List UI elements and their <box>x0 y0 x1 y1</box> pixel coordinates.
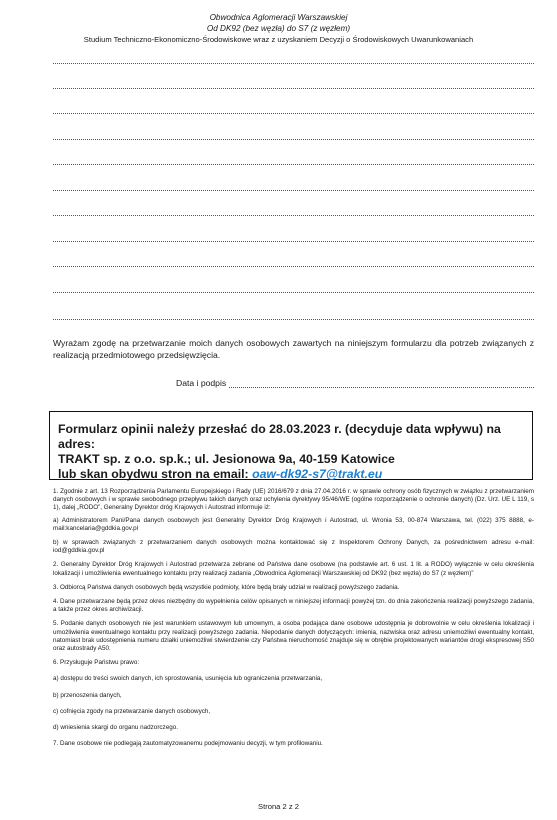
gdpr-note: b) w sprawach związanych z przetwarzaniem danych osobowych można kontaktować się z Inspektorem Ochrony Danych, za pośrednictwem adresu e-mail: iod@gddkia.gov.pl <box>53 539 534 555</box>
signature-row <box>176 378 534 388</box>
signature-field[interactable] <box>229 379 534 388</box>
submission-email-link[interactable]: oaw-dk92-s7@trakt.eu <box>252 467 383 481</box>
header-study-title: Studium Techniczno-Ekonomiczno-Środowiskowe wraz z uzyskaniem Decyzji o Środowiskowych Uwarunkowaniach <box>83 35 474 44</box>
signature-label: Data i podpis <box>176 378 227 388</box>
blank-answer-line[interactable] <box>53 63 534 64</box>
gdpr-note: 4. Dane przetwarzane będą przez okres niezbędny do wypełnienia celów opisanych w niniejszej informacji powyżej tzn. do dnia zakończenia realizacji powyższego zadania, a także przez okres archiwizacji. <box>53 598 534 614</box>
blank-answer-line[interactable] <box>53 319 534 320</box>
gdpr-note: a) Administratorem Pani/Pana danych osobowych jest Generalny Dyrektor Dróg Krajowych i Autostrad, ul. Wronia 53, 00-874 Warszawa, tel. (022) 375 8888, e-mail:kancelaria@gddkia.gov.pl <box>53 516 534 532</box>
header-subtitle: Od DK92 (bez węzła) do S7 (z węzłem) <box>206 24 351 33</box>
blank-answer-line[interactable] <box>53 292 534 293</box>
document-header <box>0 12 557 45</box>
submission-address: TRAKT sp. z o.o. sp.k.; ul. Jesionowa 9a, 40-159 Katowice <box>58 452 395 466</box>
blank-answer-line[interactable] <box>53 88 534 89</box>
header-title: Obwodnica Aglomeracji Warszawskiej <box>209 13 348 22</box>
submission-email-line <box>58 467 524 482</box>
page-number: Strona 2 z 2 <box>258 802 299 811</box>
gdpr-note: c) cofnięcia zgody na przetwarzanie danych osobowych, <box>53 707 211 715</box>
gdpr-note: 5. Podanie danych osobowych nie jest warunkiem ustawowym lub umownym, a osoba podająca dane osobowe udostępnia je dobrowolnie w celu określenia lokalizacji i umożliwienia ewentualnego kontaktu przy realizacji powyższego zadania. Niepodanie danych dotyczących: imienia, nazwiska oraz adresu uniemożliwi ewentualny kontakt, natomiast brak udostępnienia numeru działki uniemożliwi stwierdzenie czy Państwa nieruchomość znajduje się w obrębie projektowanych wariantów drogi ekspresowej S50 oraz autostrady A50. <box>53 620 534 653</box>
blank-answer-line[interactable] <box>53 139 534 140</box>
consent-statement: Wyrażam zgodę na przetwarzanie moich danych osobowych zawartych na niniejszym formularzu dla potrzeb związanych z realizacją przedmiotowego przedsięwzięcia. <box>53 338 534 360</box>
gdpr-notes <box>53 488 534 748</box>
blank-answer-line[interactable] <box>53 164 534 165</box>
gdpr-note: 2. Generalny Dyrektor Dróg Krajowych i Autostrad przetwarza zebrane od Państwa dane osobowe (na podstawie art. 6 ust. 1 lit. a RODO) wyłącznie w celu określenia lokalizacji i umożliwienia ewentualnego kontaktu przy realizacji zadania „Obwodnica Aglomeracji Warszawskiej od DK92 (bez węzła) do S7 (z węzłem)” <box>53 561 534 577</box>
gdpr-note: d) wniesienia skargi do organu nadzorczego. <box>53 724 178 732</box>
blank-answer-line[interactable] <box>53 190 534 191</box>
gdpr-note: a) dostępu do treści swoich danych, ich sprostowania, usunięcia lub ograniczenia przetwarzania, <box>53 675 323 683</box>
submission-email-prefix: lub skan obydwu stron na email: <box>58 467 253 481</box>
blank-answer-line[interactable] <box>53 113 534 114</box>
gdpr-note: 7. Dane osobowe nie podlegają zautomatyzowanemu podejmowaniu decyzji, w tym profilowaniu. <box>53 740 323 748</box>
submission-deadline: Formularz opinii należy przesłać do 28.03.2023 r. (decyduje data wpływu) na adres: <box>58 422 501 451</box>
submission-box <box>49 411 533 480</box>
gdpr-note: b) przenoszenia danych, <box>53 691 122 699</box>
blank-answer-line[interactable] <box>53 241 534 242</box>
blank-answer-line[interactable] <box>53 266 534 267</box>
blank-answer-line[interactable] <box>53 215 534 216</box>
gdpr-note: 3. Odbiorcą Państwa danych osobowych będą wszystkie podmioty, które będą brały udział w realizacji powyższego zadania. <box>53 583 400 591</box>
gdpr-note: 1. Zgodnie z art. 13 Rozporządzenia Parlamentu Europejskiego i Rady (UE) 2016/679 z dnia 27.04.2016 r. w sprawie ochrony osób fizycznych w związku z przetwarzaniem danych osobowych i w sprawie swobodnego przepływu takich danych oraz uchylenia dyrektywy 95/46/WE (ogólne rozporządzenie o ochronie danych) (Dz. Urz. UE L 119, s 1), dalej „RODO”, Generalny Dyrektor dróg Krajowych i Autostrad informuje iż: <box>53 488 534 512</box>
gdpr-note: 6. Przysługuje Państwu prawo: <box>53 659 140 667</box>
